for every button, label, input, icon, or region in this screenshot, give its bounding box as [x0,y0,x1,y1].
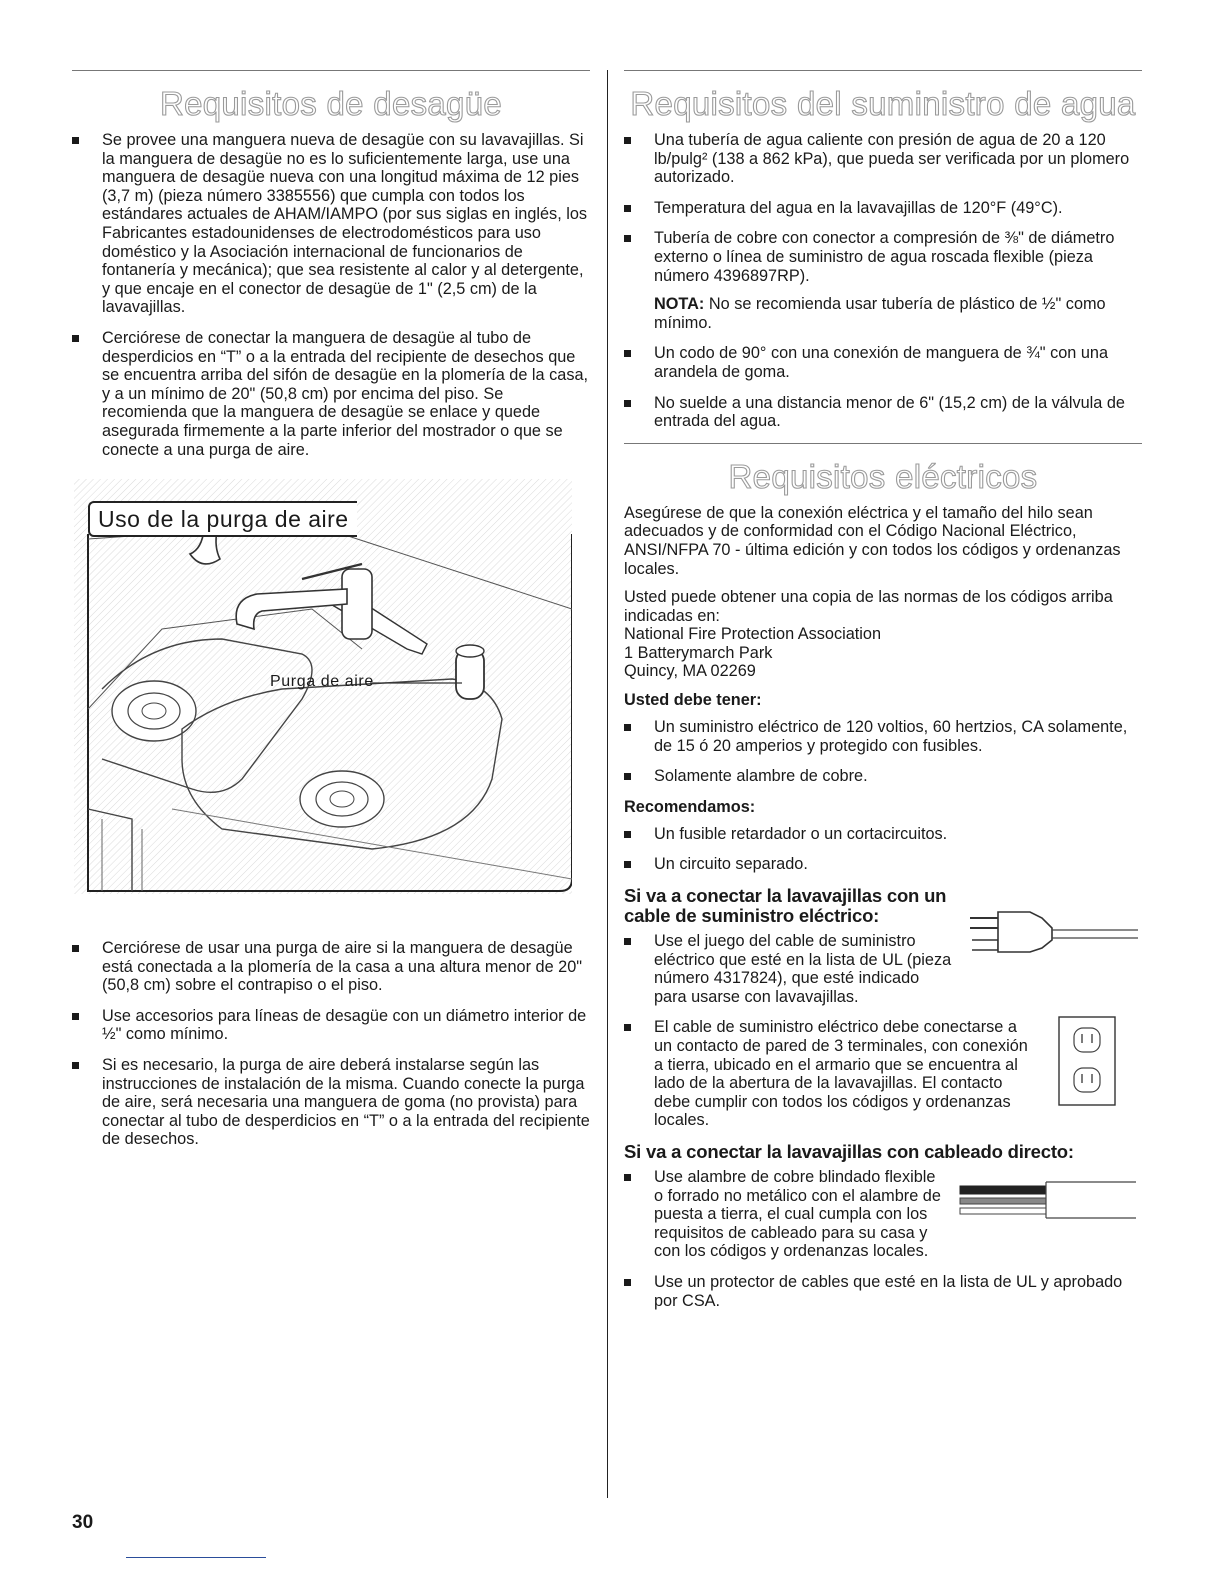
list-item: Use un protector de cables que esté en la lista de UL y aprobado por CSA. [624,1273,1142,1310]
footer-rule [126,1557,266,1558]
cord-heading: Si va a conectar la lavavajillas con un cable de suministro eléctrico: [624,885,947,927]
electric-title: Requisitos eléctricos [728,457,1038,495]
electric-intro: Asegúrese de que la conexión eléctrica y el tamaño del hilo sean adecuados y de conformidad con el Código Nacional Eléctrico, ANSI/NFPA 70 - última edición y con todos los códigos y ordenanzas locales. [624,503,1121,578]
list-item: Si es necesario, la purga de aire deberá instalarse según las instrucciones de instalación de la misma. Cuando conecte la purga de aire, será necesaria una manguera de goma (no provista) para conectar al tubo de desperdicios en “T” o a la entrada del recipiente de desechos. [72,1056,590,1149]
list-item: Use alambre de cobre blindado flexible o forrado no metálico con el alambre de puesta a tierra, el cual cumpla con los requisitos de cableado para su casa y con los códigos y ordenanzas locales. [624,1168,944,1261]
section-rule [624,70,1142,71]
recommend-heading: Recomendamos: [624,797,756,816]
list-item: Un suministro eléctrico de 120 voltios, 60 hertzios, CA solamente, de 15 ó 20 amperios y protegido con fusibles. [624,718,1142,755]
list-item: Use el juego del cable de suministro eléctrico que esté en la lista de UL (pieza número 4317824), que esté indicado para usarse con lavavajillas. [624,932,954,1006]
list-item: El cable de suministro eléctrico debe conectarse a un contacto de pared de 3 terminales, con conexión a tierra, ubicado en el armario que se encuentra al lado de la abertura de la lavavajillas. El contacto debe cumplir con todos los códigos y ordenanzas locales. [624,1018,1034,1130]
address-line: Usted puede obtener una copia de las normas de los códigos arriba indicadas en: [624,588,1113,625]
sink-illustration [72,479,572,909]
must-have-heading: Usted debe tener: [624,691,762,710]
drain-title: Requisitos de desagüe [159,85,503,122]
water-note [624,295,1142,332]
address-line: 1 Batterymarch Park [624,643,773,662]
recommend-list [624,825,1142,874]
electric-address [624,588,1142,681]
note-label: NOTA: [654,295,705,314]
section-rule [72,70,590,71]
wall-outlet-icon [1058,1016,1116,1106]
drain-list-2 [72,939,590,1149]
right-column [624,70,1142,1322]
list-item: Una tubería de agua caliente con presión de agua de 20 a 120 lb/pulg² (138 a 862 kPa), que pueda ser verificada por un plomero autorizado. [624,131,1142,187]
list-item: Tubería de cobre con conector a compresión de ⅜" de diámetro externo o línea de suministro de agua roscada flexible (pieza número 4396897RP). [624,229,1142,285]
list-item: Un codo de 90° con una conexión de manguera de ¾" con una arandela de goma. [624,344,1142,381]
list-item: Un circuito separado. [624,855,1142,874]
water-title: Requisitos del suministro de agua [630,85,1136,122]
direct-section [624,1142,1142,1310]
list-item: Solamente alambre de cobre. [624,767,1142,786]
must-have-list [624,718,1142,786]
list-item: Un fusible retardador o un cortacircuitos. [624,825,1142,844]
left-column [72,70,590,1161]
cord-section [624,886,1142,1130]
direct-heading: Si va a conectar la lavavajillas con cableado directo: [624,1140,1074,1162]
direct-wire-icon [956,1178,1140,1222]
figure-title-box [88,501,357,537]
page-number: 30 [72,1512,94,1533]
power-plug-icon [968,906,1140,956]
list-item: No suelde a una distancia menor de 6" (15,2 cm) de la válvula de entrada del agua. [624,394,1142,431]
list-item: Cerciórese de usar una purga de aire si la manguera de desagüe está conectada a la plomería de la casa a una altura menor de 20" (50,8 cm) sobre el contrapiso o el piso. [72,939,590,995]
column-divider [607,70,608,1498]
note-text: No se recomienda usar tubería de plástico de ½" como mínimo. [654,295,1106,332]
section-rule [624,443,1142,444]
air-gap-figure [72,479,572,909]
list-item: Cerciórese de conectar la manguera de desagüe al tubo de desperdicios en “T” o a la entrada del recipiente de desechos que se encuentra arriba del sifón de desagüe en la plomería de la casa, y a un mínimo de 20" (50,8 cm) por encima del piso. Se recomienda que la manguera de desagüe se enlace y quede asegurada firmemente a la parte inferior del mostrador o que se conecte a una purga de aire. [72,329,590,459]
drain-list [72,131,590,459]
list-item: Temperatura del agua en la lavavajillas de 120°F (49°C). [624,199,1142,218]
list-item: Use accesorios para líneas de desagüe con un diámetro interior de ½" como mínimo. [72,1007,590,1044]
figure-title: Uso de la purga de aire [98,506,349,533]
water-list [624,131,1142,285]
address-line: Quincy, MA 02269 [624,662,756,681]
address-line: National Fire Protection Association [624,625,882,644]
list-item: Se provee una manguera nueva de desagüe con su lavavajillas. Si la manguera de desagüe no es lo suficientemente larga, use una manguera de desagüe nueva con una longitud máxima de 12 pies (3,7 m) (pieza número 3385556) que cumpla con todos los estándares actuales de AHAM/IAMPO (por sus siglas en inglés, los Fabricantes estadounidenses de electrodomésticos para uso doméstico y la Asociación internacional de funcionarios de fontanería y mecánica); que sea resistente al calor y al detergente, y que encaje en el conector de desagüe de 1" (2,5 cm) de la lavavajillas. [72,131,590,317]
figure-label-air-gap: Purga de aire [270,673,374,691]
water-list-2 [624,344,1142,430]
